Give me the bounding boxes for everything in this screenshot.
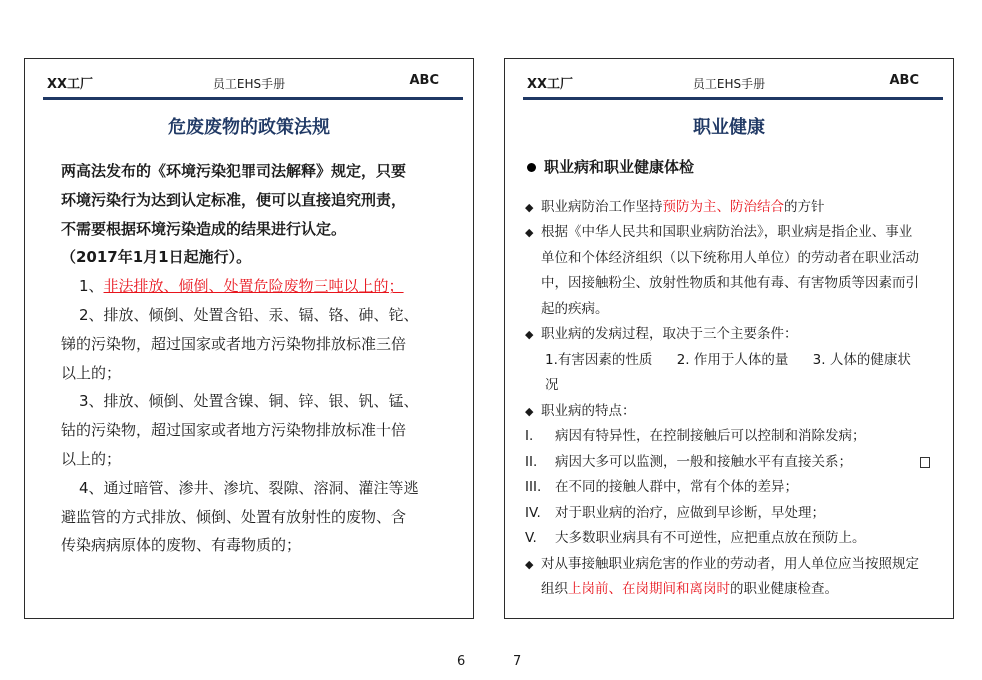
- highlight-text: 上岗前、在岗期间和离岗时: [568, 581, 730, 597]
- header-rule: [523, 97, 943, 100]
- bullet-item: [525, 220, 940, 322]
- list-item-3: 3、排放、倾倒、处置含镍、铜、锌、银、钒、锰、: [79, 392, 419, 411]
- text-line: 对从事接触职业病危害的作业的劳动者，用人单位应当按照规定: [541, 555, 919, 572]
- page-body: [525, 155, 940, 603]
- header-rule: [43, 97, 463, 100]
- bullet-item: [525, 399, 940, 425]
- diamond-bullet-icon: ◆: [525, 200, 534, 214]
- page-body: [61, 157, 447, 560]
- list-item-3-line: 以上的；: [61, 449, 122, 468]
- intro-line: 两高法发布的《环境污染犯罪司法解释》规定，只要: [61, 162, 407, 180]
- manual-title: 员工EHS手册: [212, 77, 286, 91]
- text: 职业病的特点：: [541, 402, 636, 419]
- roman-numeral: IV.: [525, 504, 541, 521]
- page-number-right: 7: [513, 654, 522, 669]
- condition: 3. 人体的健康状况: [545, 351, 911, 393]
- item-number: 1、: [79, 277, 104, 296]
- list-item-4: 4、通过暗管、渗井、渗坑、裂隙、溶洞、灌注等逃: [79, 478, 419, 497]
- feature-text: 在不同的接触人群中，常有个体的差异；: [555, 479, 798, 495]
- left-page: [24, 58, 474, 619]
- bullet-dot-icon: [527, 163, 536, 172]
- text-line: 中，因接触粉尘、放射性物质和其他有毒、有害物质等因素而引: [541, 275, 919, 291]
- condition: 1.有害因素的性质: [545, 351, 653, 368]
- feature-text: 病因大多可以监测，一般和接触水平有直接关系；: [555, 453, 852, 470]
- section-heading: [525, 155, 940, 181]
- highlight-text: 预防为主、防治结合: [662, 198, 784, 215]
- text: 的方针: [784, 198, 825, 215]
- header-code: ABC: [409, 73, 439, 88]
- list-item-2-line: 锑的污染物，超过国家或者地方污染物排放标准三倍: [61, 334, 407, 353]
- list-item-3-line: 钴的污染物，超过国家或者地方污染物排放标准十倍: [61, 421, 407, 440]
- text-line: 起的疾病。: [541, 300, 609, 317]
- list-item-2: 2、排放、倾倒、处置含铅、汞、镉、铬、砷、铊、: [79, 305, 419, 324]
- diamond-bullet-icon: ◆: [525, 226, 534, 239]
- roman-numeral: II.: [525, 453, 538, 470]
- bullet-item: [525, 552, 940, 603]
- intro-line: 不需要根据环境污染造成的结果进行认定。: [61, 219, 347, 238]
- text: 职业病的发病过程，取决于三个主要条件：: [541, 326, 798, 342]
- section-heading-text: 职业病和职业健康体检: [544, 158, 695, 176]
- text: 职业病防治工作坚持: [541, 198, 663, 215]
- roman-numeral: I.: [525, 428, 534, 444]
- feature-item: [525, 526, 940, 552]
- list-item-2-line: 以上的；: [61, 363, 122, 382]
- page-header: [25, 73, 473, 93]
- text-line: [541, 577, 940, 603]
- page-title: 危废废物的政策法规: [168, 117, 330, 138]
- manual-title: 员工EHS手册: [692, 77, 766, 91]
- checkbox-square-icon: [920, 457, 930, 468]
- feature-item: [525, 450, 940, 476]
- right-page: [504, 58, 954, 619]
- feature-text: 大多数职业病具有不可逆性，应把重点放在预防上。: [555, 530, 866, 546]
- highlight-text: 非法排放、倾倒、处置危险废物三吨以上的；: [103, 277, 404, 296]
- feature-item: [525, 501, 940, 527]
- bullet-item: [525, 322, 940, 348]
- feature-text-wrap: [555, 450, 940, 476]
- text-line: 单位和个体经济组织（以下统称用人单位）的劳动者在职业活动: [541, 249, 919, 266]
- roman-numeral: III.: [525, 479, 542, 495]
- factory-name: XX工厂: [527, 77, 574, 92]
- feature-text: 对于职业病的治疗，应做到早诊断，早处理；: [555, 504, 825, 521]
- text: 的职业健康检查。: [730, 581, 838, 597]
- roman-numeral: V.: [525, 530, 537, 546]
- page-title: 职业健康: [693, 117, 765, 138]
- diamond-bullet-icon: ◆: [525, 404, 534, 418]
- condition: 2. 作用于人体的量: [676, 351, 789, 368]
- diamond-bullet-icon: ◆: [525, 557, 534, 571]
- conditions-line: [525, 348, 940, 399]
- diamond-bullet-icon: ◆: [525, 328, 534, 341]
- list-item-4-line: 传染病病原体的废物、有毒物质的；: [61, 536, 302, 555]
- page-header: [505, 73, 953, 93]
- page-number-left: 6: [457, 654, 466, 669]
- feature-item: [525, 424, 940, 450]
- list-item-4-line: 避监管的方式排放、倾倒、处置有放射性的废物、含: [61, 507, 407, 526]
- factory-name: XX工厂: [47, 77, 94, 92]
- effective-date: （2017年1月1日起施行）。: [61, 248, 252, 267]
- intro-line: 环境污染行为达到认定标准，便可以直接追究刑责，: [61, 190, 407, 209]
- feature-text: 病因有特异性，在控制接触后可以控制和消除发病；: [555, 428, 866, 444]
- header-code: ABC: [889, 73, 919, 88]
- list-item-1: [61, 272, 447, 301]
- feature-item: [525, 475, 940, 501]
- text-line: 根据《中华人民共和国职业病防治法》，职业病是指企业、事业: [541, 224, 913, 240]
- bullet-item: [525, 195, 940, 221]
- text: 组织: [541, 581, 568, 597]
